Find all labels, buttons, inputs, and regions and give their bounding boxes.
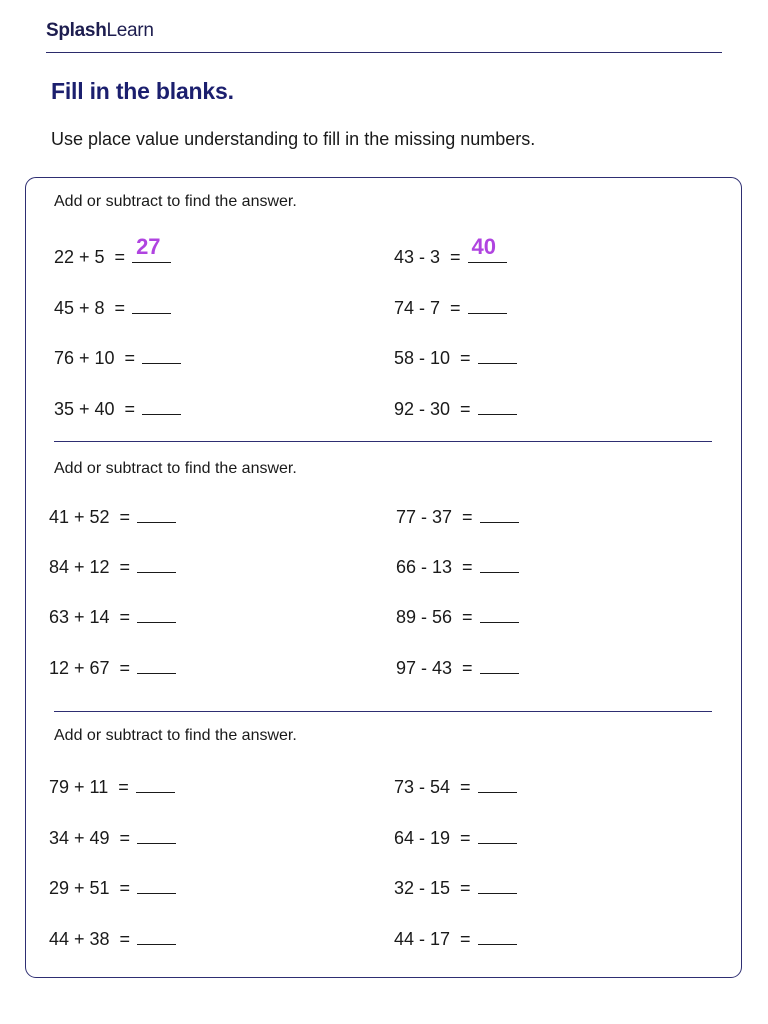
equation-expression: 43 - 3 = (394, 247, 461, 267)
equation-expression: 89 - 56 = (396, 607, 473, 627)
answer-blank[interactable] (136, 772, 175, 793)
equation-row (394, 873, 517, 899)
answer-blank[interactable] (480, 552, 519, 573)
answer-blank[interactable] (478, 772, 517, 793)
section-divider (54, 711, 712, 712)
equation-expression: 63 + 14 = (49, 607, 131, 627)
equation-row (394, 234, 507, 268)
equation-row (49, 602, 176, 628)
equation-expression: 34 + 49 = (49, 828, 131, 848)
page-title: Fill in the blanks. (51, 78, 234, 104)
equation-expression: 29 + 51 = (49, 878, 131, 898)
answer-blank[interactable] (137, 924, 176, 945)
equation-expression: 22 + 5 = (54, 247, 126, 267)
answer-blank[interactable] (142, 343, 181, 364)
answer-blank[interactable] (468, 234, 507, 263)
equation-row (49, 772, 175, 798)
equation-expression: 73 - 54 = (394, 777, 471, 797)
answer-value: 40 (471, 234, 497, 259)
answer-blank[interactable] (137, 602, 176, 623)
page-subtitle: Use place value understanding to fill in the missing numbers. (51, 129, 536, 149)
section-divider (54, 441, 712, 442)
answer-blank[interactable] (137, 502, 176, 523)
equation-row (54, 394, 181, 420)
header-divider (46, 52, 722, 53)
equation-row (396, 653, 519, 679)
equation-row (396, 502, 519, 528)
equation-row (394, 343, 517, 369)
equation-expression: 76 + 10 = (54, 348, 136, 368)
answer-blank[interactable] (132, 234, 171, 263)
equation-expression: 44 - 17 = (394, 929, 471, 949)
equation-expression: 44 + 38 = (49, 929, 131, 949)
equation-expression: 79 + 11 = (49, 777, 129, 797)
equation-expression: 97 - 43 = (396, 658, 473, 678)
answer-blank[interactable] (478, 873, 517, 894)
equation-expression: 45 + 8 = (54, 298, 126, 318)
equation-expression: 84 + 12 = (49, 557, 131, 577)
answer-blank[interactable] (480, 502, 519, 523)
answer-blank[interactable] (137, 873, 176, 894)
equation-expression: 74 - 7 = (394, 298, 461, 318)
equation-row (54, 293, 171, 319)
answer-blank[interactable] (137, 552, 176, 573)
equation-expression: 58 - 10 = (394, 348, 471, 368)
section-instruction: Add or subtract to find the answer. (54, 460, 297, 477)
equation-row (394, 772, 517, 798)
answer-value: 27 (136, 234, 161, 259)
answer-blank[interactable] (137, 653, 176, 674)
answer-blank[interactable] (480, 653, 519, 674)
answer-blank[interactable] (137, 823, 176, 844)
answer-blank[interactable] (478, 924, 517, 945)
equation-row (396, 602, 519, 628)
answer-blank[interactable] (478, 343, 517, 364)
equation-row (49, 653, 176, 679)
equation-expression: 92 - 30 = (394, 399, 471, 419)
splashlearn-logo (46, 20, 154, 42)
equation-expression: 35 + 40 = (54, 399, 136, 419)
equation-row (54, 343, 181, 369)
section-instruction: Add or subtract to find the answer. (54, 193, 297, 210)
equation-row (54, 234, 171, 268)
logo-part-learn: Learn (106, 20, 154, 41)
equation-row (394, 394, 517, 420)
answer-blank[interactable] (478, 394, 517, 415)
equation-row (49, 924, 176, 950)
equation-expression: 41 + 52 = (49, 507, 131, 527)
equation-expression: 12 + 67 = (49, 658, 131, 678)
equation-expression: 77 - 37 = (396, 507, 473, 527)
logo-part-splash: Splash (46, 20, 107, 41)
worksheet-box (25, 177, 742, 978)
answer-blank[interactable] (142, 394, 181, 415)
equation-row (49, 552, 176, 578)
equation-row (394, 823, 517, 849)
equation-expression: 64 - 19 = (394, 828, 471, 848)
equation-expression: 32 - 15 = (394, 878, 471, 898)
equation-row (49, 823, 176, 849)
equation-row (396, 552, 519, 578)
equation-row (394, 293, 507, 319)
answer-blank[interactable] (468, 293, 507, 314)
equation-row (49, 502, 176, 528)
equation-row (394, 924, 517, 950)
equation-expression: 66 - 13 = (396, 557, 473, 577)
answer-blank[interactable] (132, 293, 171, 314)
answer-blank[interactable] (478, 823, 517, 844)
section-instruction: Add or subtract to find the answer. (54, 727, 297, 744)
equation-row (49, 873, 176, 899)
answer-blank[interactable] (480, 602, 519, 623)
